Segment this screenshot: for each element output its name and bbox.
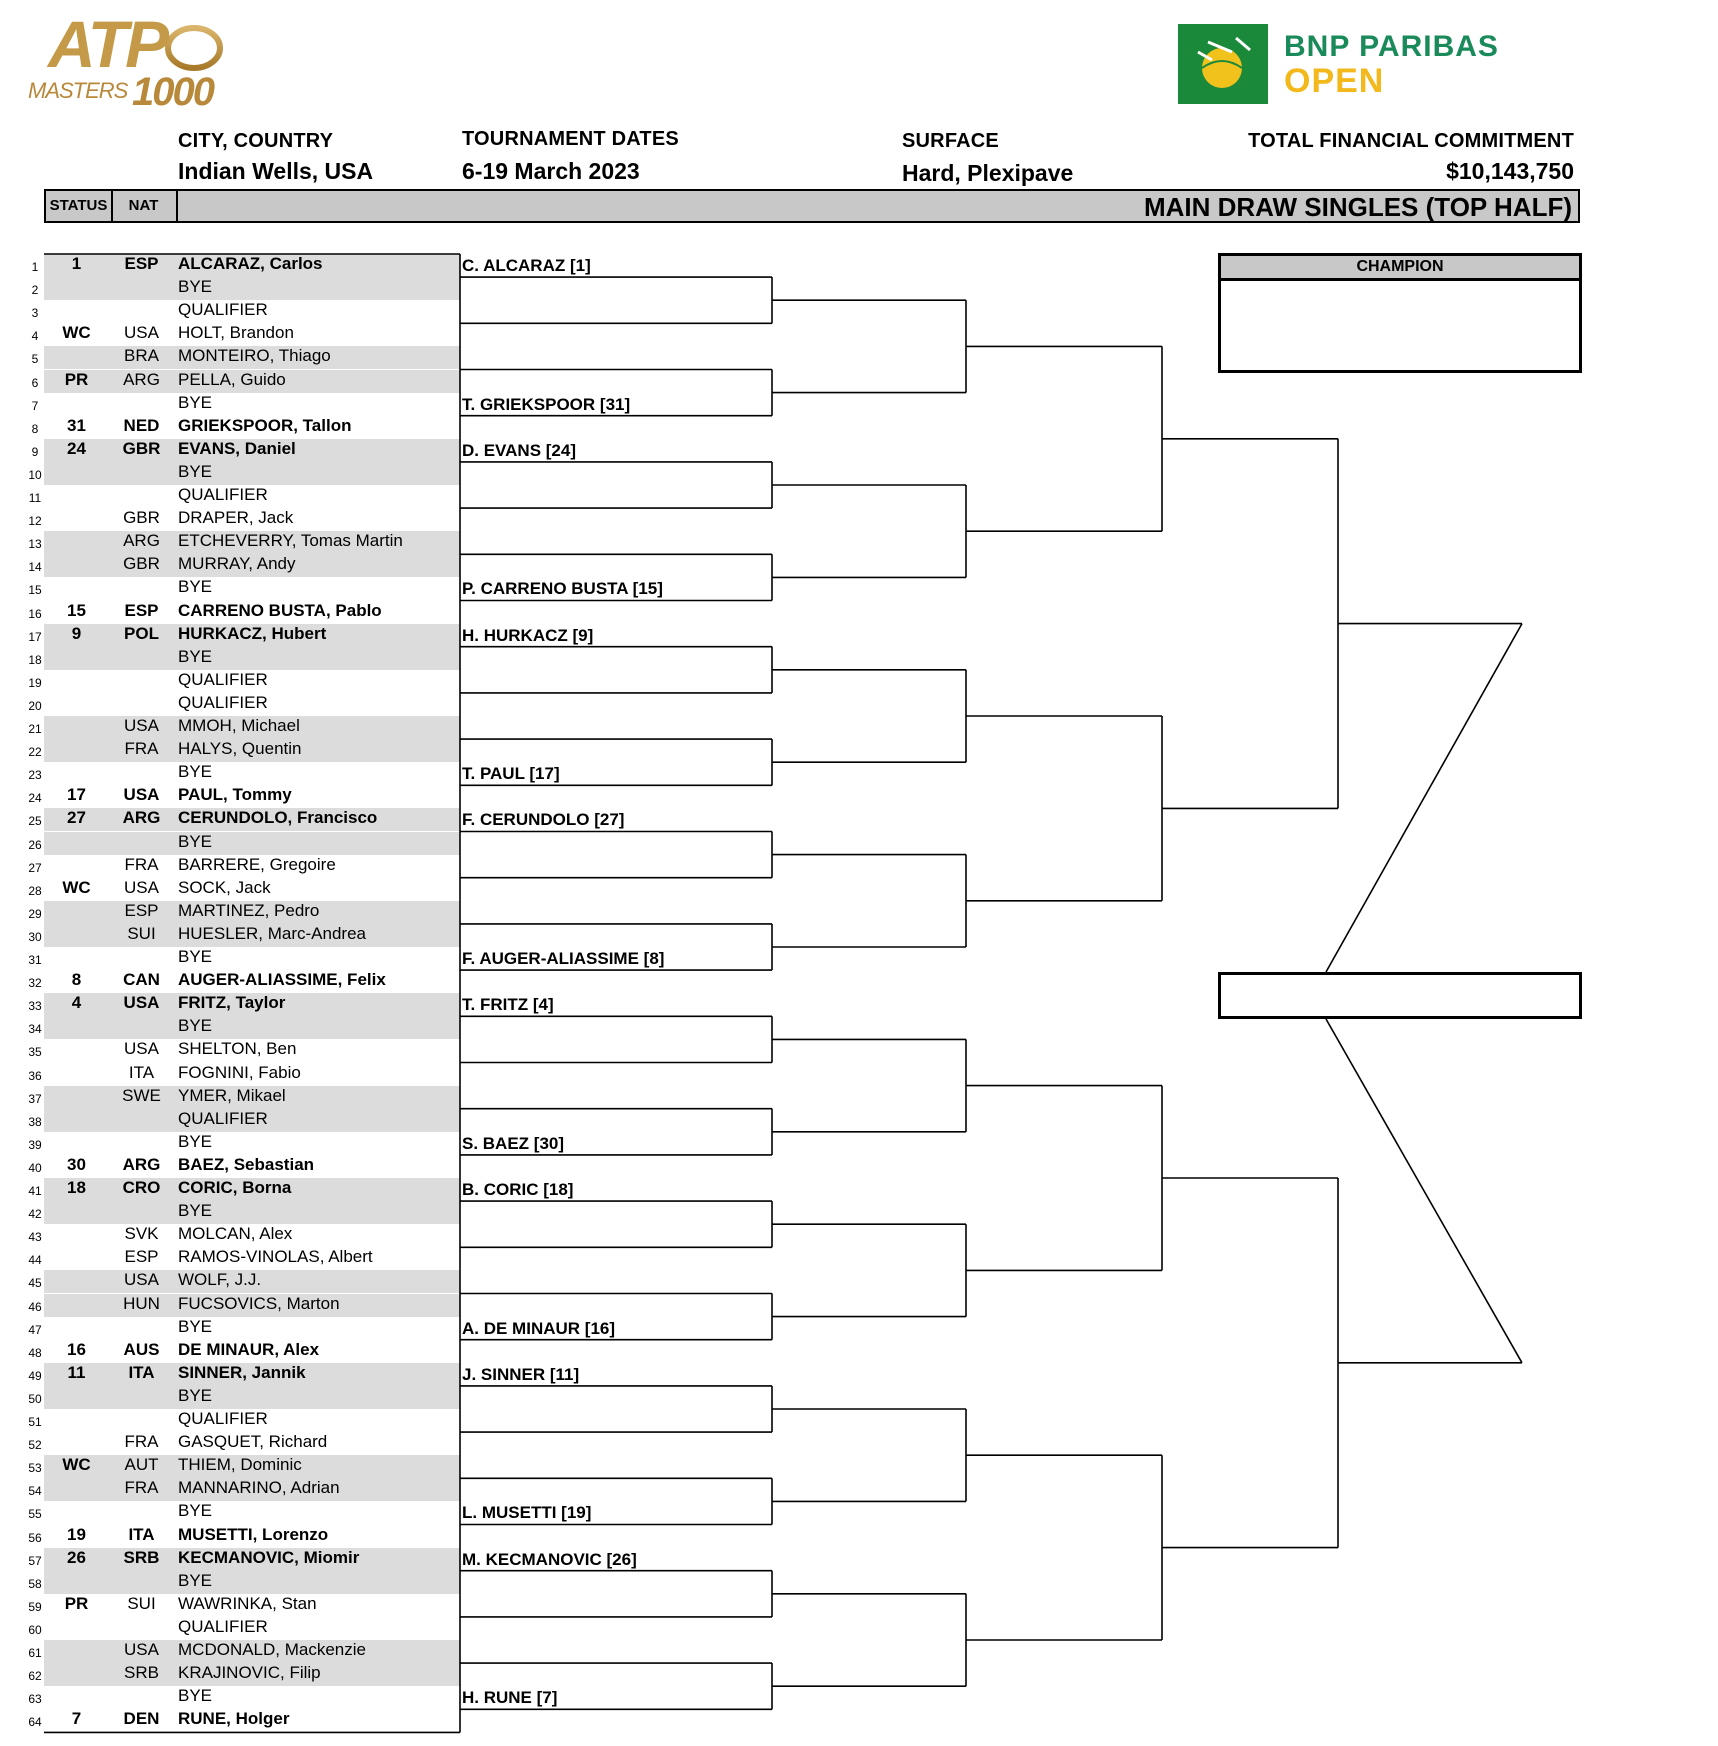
player-status: WC (62, 323, 91, 343)
draw-position: 32 (28, 976, 42, 991)
player-nat: FRA (124, 739, 159, 759)
player-status: WC (62, 877, 91, 897)
player-name: MANNARINO, Adrian (178, 1478, 340, 1498)
draw-position: 12 (28, 514, 42, 529)
player-nat: CAN (123, 970, 160, 990)
second-round-entry: T. GRIEKSPOOR [31] (462, 394, 631, 414)
player-name: MUSETTI, Lorenzo (178, 1524, 329, 1544)
player-nat: USA (124, 1640, 159, 1659)
player-nat: DEN (123, 1709, 160, 1729)
draw-position: 57 (28, 1553, 42, 1568)
draw-position: 42 (28, 1207, 42, 1222)
player-name: RAMOS-VINOLAS, Albert (178, 1247, 373, 1267)
draw-position: 35 (28, 1045, 42, 1060)
player-name: BYE (178, 1501, 213, 1521)
player-name: WAWRINKA, Stan (178, 1593, 317, 1613)
draw-position: 5 (31, 352, 39, 367)
player-nat: ARG (123, 531, 160, 551)
player-name: FUCSOVICS, Marton (178, 1293, 340, 1313)
player-name: FOGNINI, Fabio (178, 1062, 301, 1082)
player-status: PR (64, 1593, 89, 1613)
player-name: SOCK, Jack (178, 877, 271, 897)
draw-position: 64 (28, 1715, 42, 1730)
player-name: MMOH, Michael (178, 716, 300, 735)
draw-position: 36 (28, 1068, 42, 1083)
second-round-entry: H. RUNE [7] (462, 1688, 558, 1708)
player-name: SINNER, Jannik (178, 1362, 306, 1382)
player-status: 18 (67, 1178, 86, 1197)
surface-value: Hard, Plexipave (902, 160, 1074, 186)
player-nat: GBR (122, 438, 161, 458)
player-name: MURRAY, Andy (178, 554, 296, 574)
player-name: PELLA, Guido (178, 369, 286, 389)
player-name: QUALIFIER (178, 300, 268, 320)
draw-position: 33 (28, 999, 42, 1014)
draw-position: 14 (28, 560, 42, 575)
draw-position: 17 (28, 629, 42, 644)
draw-position: 15 (28, 583, 42, 598)
final-diagonal (1326, 624, 1522, 972)
player-nat: SUI (127, 923, 156, 943)
draw-position: 34 (28, 1022, 42, 1037)
draw-position: 24 (28, 791, 42, 806)
second-round-entry: C. ALCARAZ [1] (462, 256, 591, 275)
final-score-box (1218, 972, 1582, 1019)
draw-position: 2 (31, 283, 39, 298)
draw-position: 9 (31, 444, 39, 459)
player-status: WC (62, 1455, 91, 1475)
player-nat: FRA (124, 854, 159, 874)
sponsor-line2: OPEN (1284, 62, 1385, 100)
draw-position: 31 (28, 953, 42, 967)
player-status: 19 (67, 1524, 86, 1544)
player-nat: GBR (123, 508, 160, 528)
draw-position: 55 (28, 1507, 42, 1522)
player-nat: SVK (124, 1224, 159, 1244)
player-name: MCDONALD, Mackenzie (178, 1640, 366, 1659)
player-nat: CRO (122, 1178, 161, 1197)
player-name: QUALIFIER (178, 1616, 268, 1636)
player-name: BYE (178, 1686, 213, 1706)
player-name: HOLT, Brandon (178, 323, 294, 343)
player-name: ETCHEVERRY, Tomas Martin (178, 531, 403, 551)
player-name: ALCARAZ, Carlos (178, 254, 323, 273)
player-name: BYE (178, 1131, 213, 1151)
player-name: BYE (178, 1316, 213, 1336)
player-name: WOLF, J.J. (178, 1270, 262, 1290)
status-column-header: STATUS (46, 191, 113, 221)
draw-position: 47 (28, 1322, 42, 1337)
surface-label: SURFACE (902, 130, 999, 152)
player-name: BYE (178, 1385, 213, 1405)
player-nat: ARG (122, 808, 161, 828)
draw-position: 41 (28, 1184, 42, 1198)
player-status: 26 (67, 1547, 86, 1567)
second-round-entry: J. SINNER [11] (462, 1364, 580, 1384)
player-name: QUALIFIER (178, 1409, 268, 1428)
player-nat: ARG (122, 1154, 161, 1174)
player-nat: USA (124, 323, 159, 343)
draw-position: 22 (28, 745, 42, 760)
sponsor-line1: BNP PARIBAS (1284, 30, 1499, 63)
player-name: QUALIFIER (178, 485, 268, 504)
dates-label: TOURNAMENT DATES (462, 128, 679, 150)
player-nat: AUT (124, 1455, 159, 1475)
player-name: MOLCAN, Alex (178, 1224, 293, 1244)
draw-title: MAIN DRAW SINGLES (TOP HALF) (1143, 192, 1572, 222)
draw-position: 10 (28, 467, 42, 482)
draw-position: 28 (28, 883, 42, 898)
player-nat: HUN (123, 1293, 160, 1313)
draw-position: 37 (28, 1091, 42, 1106)
atp-text: ATP (48, 7, 167, 81)
draw-position: 45 (28, 1276, 42, 1291)
draw-position: 58 (28, 1576, 42, 1591)
player-name: KECMANOVIC, Miomir (178, 1547, 360, 1567)
draw-position: 48 (28, 1345, 42, 1360)
player-status: 7 (71, 1709, 82, 1729)
player-nat: FRA (124, 1478, 159, 1498)
player-nat: SRB (124, 1663, 159, 1683)
draw-position: 25 (28, 814, 42, 829)
second-round-entry: B. CORIC [18] (462, 1180, 574, 1199)
draw-position: 44 (28, 1253, 42, 1268)
player-name: BYE (178, 277, 213, 297)
player-name: QUALIFIER (178, 669, 268, 689)
player-nat: USA (124, 877, 159, 897)
player-name: YMER, Mikael (178, 1085, 286, 1105)
player-name: THIEM, Dominic (178, 1455, 302, 1475)
draw-position: 18 (28, 652, 42, 667)
player-nat: ESP (124, 1247, 159, 1267)
financial-value: $10,143,750 (1446, 158, 1574, 184)
player-status: 11 (67, 1362, 86, 1382)
draw-position: 3 (31, 306, 39, 321)
draw-position: 4 (31, 329, 39, 344)
draw-position: 49 (28, 1368, 42, 1383)
player-name: PAUL, Tommy (178, 785, 292, 805)
player-name: BYE (178, 1201, 213, 1221)
draw-position: 6 (31, 375, 39, 390)
player-nat: NED (123, 415, 160, 435)
player-name: BYE (178, 646, 213, 666)
second-round-entry: F. CERUNDOLO [27] (462, 810, 625, 830)
player-nat: FRA (124, 1432, 159, 1452)
player-name: FRITZ, Taylor (178, 993, 286, 1013)
draw-position: 62 (28, 1669, 42, 1684)
player-status: PR (64, 369, 89, 389)
player-status: 15 (67, 600, 86, 620)
player-nat: ESP (124, 600, 159, 620)
draw-position: 43 (28, 1230, 42, 1245)
player-name: BYE (178, 1016, 213, 1036)
draw-position: 11 (28, 491, 42, 505)
second-round-entry: D. EVANS [24] (462, 440, 576, 460)
player-status: 30 (67, 1154, 86, 1174)
player-name: KRAJINOVIC, Filip (178, 1663, 321, 1683)
player-nat: SWE (122, 1085, 161, 1105)
draw-position: 23 (28, 768, 42, 783)
player-nat: ITA (128, 1062, 155, 1082)
draw-position: 59 (28, 1599, 42, 1614)
player-status: 1 (71, 254, 82, 273)
player-status: 31 (67, 415, 86, 435)
player-nat: SUI (127, 1593, 156, 1613)
city-label: CITY, COUNTRY (178, 130, 334, 152)
draw-position: 7 (31, 398, 39, 413)
second-round-entry: H. HURKACZ [9] (462, 625, 594, 645)
player-nat: ITA (128, 1524, 155, 1544)
second-round-entry: F. AUGER-ALIASSIME [8] (462, 949, 665, 968)
second-round-entry: M. KECMANOVIC [26] (462, 1549, 637, 1569)
player-name: DRAPER, Jack (178, 508, 294, 528)
player-name: BARRERE, Gregoire (178, 854, 336, 874)
draw-position: 61 (28, 1646, 42, 1660)
player-nat: BRA (124, 346, 159, 366)
player-name: BYE (178, 1570, 213, 1590)
player-name: HURKACZ, Hubert (178, 623, 327, 643)
draw-position: 8 (31, 421, 39, 436)
draw-position: 38 (28, 1114, 42, 1129)
player-name: HUESLER, Marc-Andrea (178, 923, 367, 943)
player-status: 4 (71, 993, 82, 1013)
draw-position: 56 (28, 1530, 42, 1545)
player-name: GASQUET, Richard (178, 1432, 328, 1452)
dates-value: 6-19 March 2023 (462, 158, 640, 184)
player-nat: SRB (123, 1547, 160, 1567)
player-name: DE MINAUR, Alex (178, 1339, 320, 1359)
player-status: 8 (71, 970, 82, 990)
draw-position: 63 (28, 1692, 42, 1707)
draw-position: 26 (28, 837, 42, 852)
draw-position: 27 (28, 860, 42, 875)
draw-position: 21 (28, 722, 42, 736)
second-round-entry: T. PAUL [17] (462, 764, 560, 784)
player-name: MARTINEZ, Pedro (178, 900, 320, 920)
player-name: BYE (178, 577, 213, 597)
draw-position: 1 (31, 260, 39, 274)
player-name: SHELTON, Ben (178, 1039, 297, 1059)
draw-position: 53 (28, 1461, 42, 1476)
city-value: Indian Wells, USA (178, 158, 374, 184)
draw-position: 19 (28, 675, 42, 690)
player-nat: POL (124, 623, 159, 643)
player-name: QUALIFIER (178, 692, 268, 712)
player-nat: AUS (123, 1339, 160, 1359)
player-name: BYE (178, 831, 213, 851)
player-nat: ARG (123, 369, 160, 389)
player-nat: ESP (124, 254, 159, 273)
draw-position: 29 (28, 906, 42, 921)
second-round-entry: P. CARRENO BUSTA [15] (462, 579, 663, 599)
player-name: BAEZ, Sebastian (178, 1154, 315, 1174)
player-name: CORIC, Borna (178, 1178, 292, 1197)
player-name: QUALIFIER (178, 1108, 268, 1128)
draw-position: 39 (28, 1137, 42, 1152)
champion-label: CHAMPION (1221, 256, 1579, 281)
second-round-entry: L. MUSETTI [19] (462, 1503, 592, 1523)
player-nat: ESP (124, 900, 159, 920)
second-round-entry: A. DE MINAUR [16] (462, 1318, 616, 1338)
draw-position: 46 (28, 1299, 42, 1314)
player-nat: GBR (123, 554, 160, 574)
player-name: BYE (178, 392, 213, 412)
player-name: CERUNDOLO, Francisco (178, 808, 378, 828)
draw-position: 52 (28, 1438, 42, 1453)
player-name: AUGER-ALIASSIME, Felix (178, 970, 386, 990)
draw-position: 16 (28, 606, 42, 621)
second-round-entry: S. BAEZ [30] (462, 1133, 565, 1153)
player-name: BYE (178, 762, 213, 782)
draw-position: 40 (28, 1160, 42, 1175)
draw-position: 30 (28, 929, 42, 944)
champion-box (1218, 253, 1582, 373)
player-name: BYE (178, 947, 213, 966)
player-name: EVANS, Daniel (178, 438, 296, 458)
financial-label: TOTAL FINANCIAL COMMITMENT (1248, 130, 1574, 152)
second-round-entry: T. FRITZ [4] (462, 995, 554, 1015)
player-name: RUNE, Holger (178, 1709, 290, 1729)
player-status: 27 (67, 808, 86, 828)
masters-text: MASTERS (28, 78, 128, 103)
draw-position: 50 (28, 1391, 42, 1406)
draw-position: 54 (28, 1484, 42, 1499)
draw-position: 20 (28, 698, 42, 713)
player-status: 9 (71, 623, 82, 643)
player-status: 17 (67, 785, 86, 805)
player-name: HALYS, Quentin (178, 739, 302, 759)
player-nat: USA (124, 716, 159, 735)
masters-number: 1000 (132, 70, 213, 114)
player-name: CARRENO BUSTA, Pablo (178, 600, 382, 620)
player-name: GRIEKSPOOR, Tallon (178, 415, 352, 435)
player-status: 24 (67, 438, 86, 458)
player-nat: USA (124, 1270, 159, 1290)
player-status: 16 (67, 1339, 86, 1359)
player-name: BYE (178, 461, 213, 481)
player-nat: USA (123, 993, 160, 1013)
final-diagonal (1326, 1019, 1522, 1363)
draw-position: 13 (28, 537, 42, 552)
player-nat: ITA (128, 1362, 155, 1382)
draw-position: 60 (28, 1622, 42, 1637)
player-nat: USA (124, 1039, 159, 1059)
player-name: MONTEIRO, Thiago (178, 346, 331, 366)
nat-column-header: NAT (111, 191, 178, 221)
player-nat: USA (123, 785, 160, 805)
draw-position: 51 (28, 1415, 42, 1429)
